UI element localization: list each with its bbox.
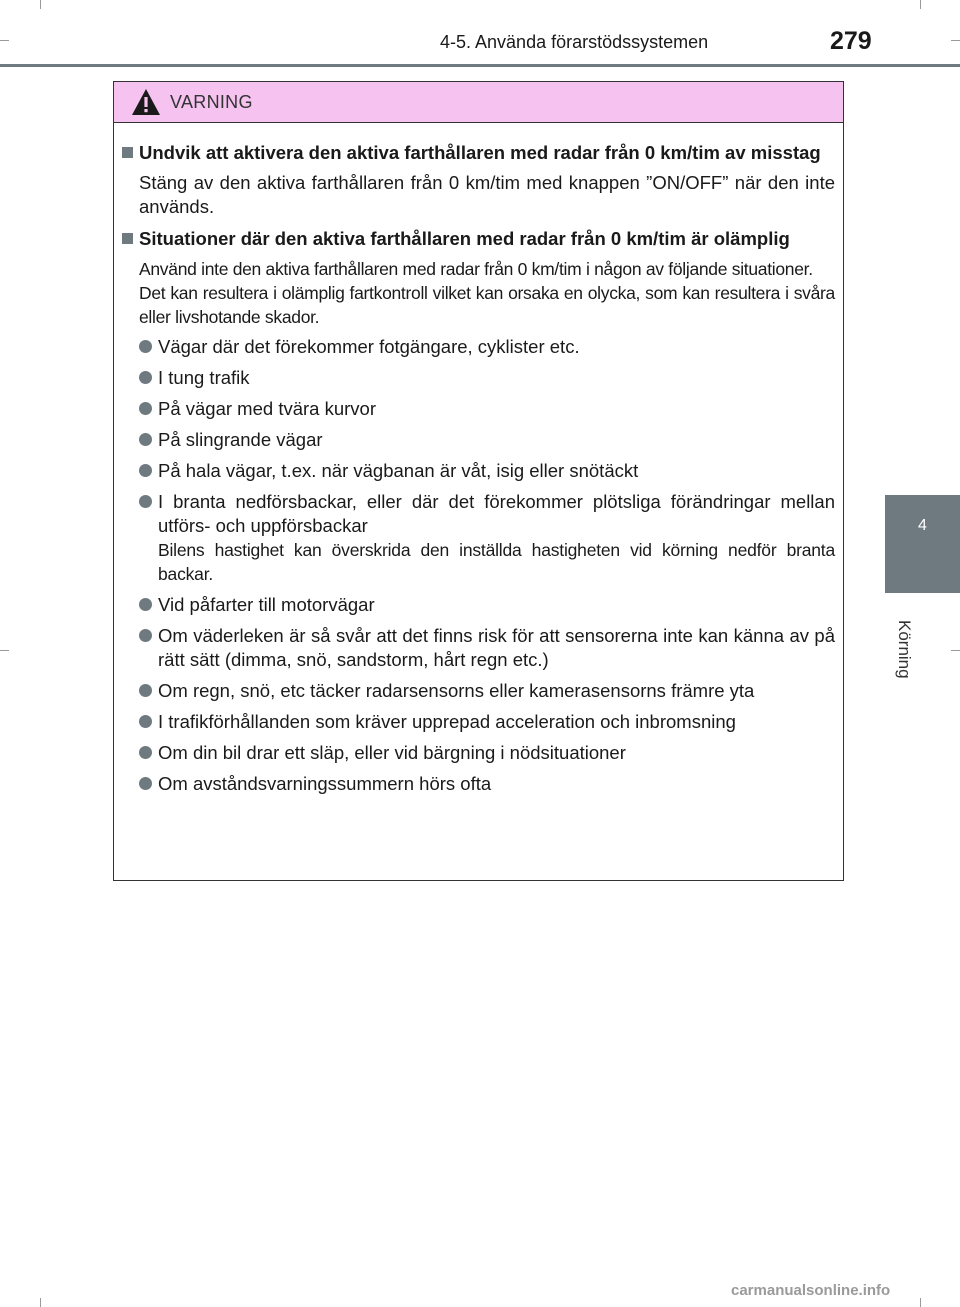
list-item-text: Om avståndsvarningssummern hörs ofta [158, 773, 492, 794]
warning-label: VARNING [170, 92, 253, 112]
section-heading: 4-5. Använda förarstödssystemen [440, 32, 709, 52]
crop-mark [0, 650, 9, 651]
list-item [122, 366, 835, 390]
watermark: carmanualsonline.info [731, 1282, 891, 1299]
section-title: Undvik att aktivera den aktiva farthållaren med radar från 0 km/tim av misstag [122, 141, 835, 165]
bullet-dot-icon [139, 433, 152, 446]
list-item [122, 397, 835, 421]
warning-section [122, 227, 835, 796]
list-item [122, 741, 835, 765]
list-item-text: Om väderleken är så svår att det finns risk för att sensorerna inte kan känna av på rätt sätt (dimma, snö, sandstorm, hårt regn etc.) [158, 625, 835, 670]
crop-mark [951, 650, 960, 651]
header-rule [0, 64, 960, 67]
list-item-text: Vid påfarter till motorvägar [158, 594, 375, 615]
bullet-dot-icon [139, 371, 152, 384]
warning-triangle-icon [131, 88, 161, 116]
warning-section [122, 141, 835, 219]
list-item [122, 624, 835, 672]
section-text [122, 171, 835, 219]
list-item-text: På hala vägar, t.ex. när vägbanan är våt, isig eller snötäckt [158, 460, 639, 481]
section-text [122, 257, 835, 329]
list-item-text: På vägar med tvära kurvor [158, 398, 376, 419]
bullet-dot-icon [139, 684, 152, 697]
bullet-list [122, 335, 835, 796]
bullet-dot-icon [139, 464, 152, 477]
list-item [122, 593, 835, 617]
bullet-dot-icon [139, 777, 152, 790]
warning-box [113, 81, 844, 881]
section-paragraph: Det kan resultera i olämplig fartkontroll vilket kan orsaka en olycka, som kan resultera i svåra eller livshotande skador. [139, 283, 835, 327]
list-item [122, 335, 835, 359]
bullet-dot-icon [139, 746, 152, 759]
list-item [122, 490, 835, 586]
bullet-dot-icon [139, 340, 152, 353]
list-item-text: Om din bil drar ett släp, eller vid bärgning i nödsituationer [158, 742, 626, 763]
section-title: Situationer där den aktiva farthållaren med radar från 0 km/tim är olämplig [122, 227, 835, 251]
list-item [122, 772, 835, 796]
list-item [122, 428, 835, 452]
list-item-text: Vägar där det förekommer fotgängare, cyklister etc. [158, 336, 580, 357]
list-item-text: I tung trafik [158, 367, 250, 388]
chapter-label [888, 620, 918, 700]
list-item-text: Om regn, snö, etc täcker radarsensorns eller kamerasensorns främre yta [158, 680, 755, 701]
list-item-text: I trafikförhållanden som kräver upprepad acceleration och inbromsning [158, 711, 736, 732]
chapter-number: 4 [918, 517, 927, 534]
bullet-dot-icon [139, 402, 152, 415]
crop-mark [951, 40, 960, 41]
list-item-text: På slingrande vägar [158, 429, 323, 450]
list-item [122, 710, 835, 734]
list-item-text: I branta nedförsbackar, eller där det förekommer plötsliga förändringar mellan utförs- och uppförsbackar [158, 491, 835, 536]
chapter-tab [885, 495, 960, 593]
list-item-note: Bilens hastighet kan överskrida den inställda hastigheten vid körning nedför branta backar. [158, 540, 835, 584]
bullet-dot-icon [139, 598, 152, 611]
bullet-dot-icon [139, 715, 152, 728]
list-item [122, 679, 835, 703]
crop-mark [920, 0, 921, 9]
bullet-dot-icon [139, 629, 152, 642]
page-number: 279 [830, 27, 872, 55]
crop-mark [40, 1298, 41, 1307]
bullet-dot-icon [139, 495, 152, 508]
crop-mark [40, 0, 41, 9]
chapter-label-text: Körning [895, 620, 914, 679]
crop-mark [920, 1298, 921, 1307]
section-paragraph: Stäng av den aktiva farthållaren från 0 km/tim med knappen ”ON/OFF” när den inte används. [139, 172, 835, 217]
warning-header [114, 82, 843, 123]
section-paragraph: Använd inte den aktiva farthållaren med radar från 0 km/tim i någon av följande situationer. [139, 259, 813, 279]
list-item [122, 459, 835, 483]
warning-body [114, 123, 843, 796]
crop-mark [0, 40, 9, 41]
